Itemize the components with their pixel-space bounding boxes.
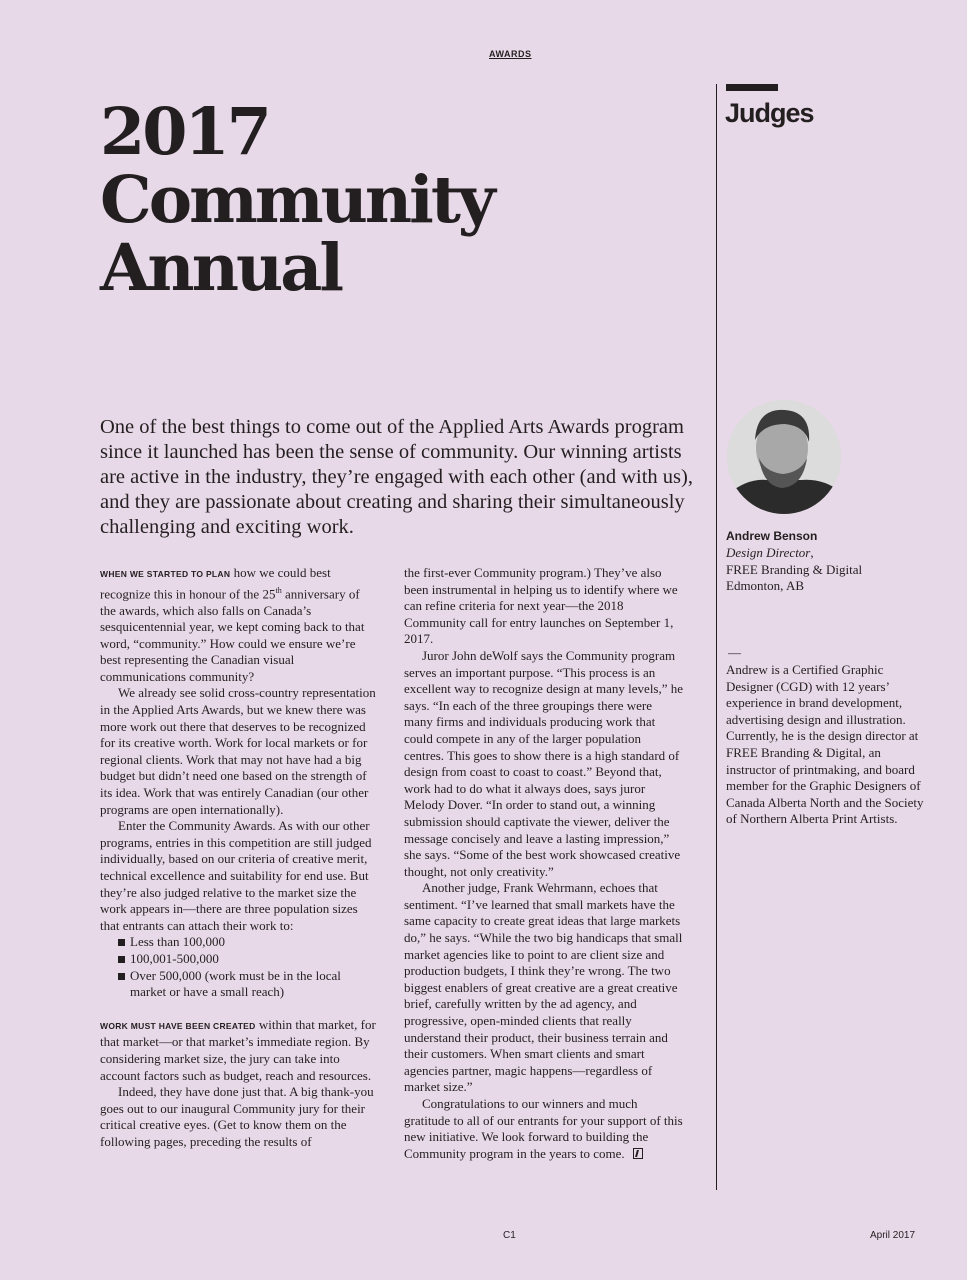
page-number: C1 [503,1230,516,1241]
paragraph: the first-ever Community program.) They’ve also been instrumental in helping us to identify where we can refine criteria for next year—the 2018 Community call for entry launches on September 1, 2017. [404,565,678,647]
paragraph [100,1017,378,1084]
section-label: AWARDS [489,49,532,59]
paragraph: We already see solid cross-country representation in the Applied Arts Awards, but we knew there was more work out there that deserves to be recognized for its creative worth. Work for local markets or for regional clients. Work that may not have had a big budget but didn’t need one based on the strength of its idea. Work that was entirely Canadian (our other programs are open internationally). [100,685,376,817]
heading-bar [726,84,778,91]
judge-company: FREE Branding & Digital [726,561,863,577]
article-column-1 [100,565,378,1151]
title-line-3: Annual [100,230,342,306]
title-line-1: 2017 [100,94,269,170]
lead-in: WHEN WE STARTED TO PLAN [100,569,231,579]
bio-divider: — [728,645,741,660]
judges-heading: Judges [725,98,814,128]
paragraph: Another judge, Frank Wehrmann, echoes that sentiment. “I’ve learned that small markets have the same capacity to create great ideas that large markets do,” he says. “While the two big handicaps that small market agencies like to point to are client size and production budgets, I think they’re wrong. The two biggest enablers of great creative are a great creative brief, carefully written by the ad agency, and progressive, open-minded clients that really understand their product, their business terrain and their customers. When smart clients and smart agencies partner, magic happens—regardless of market size.” [404,880,683,1095]
article-column-2 [404,565,684,1162]
paragraph: Indeed, they have done just that. A big thank-you goes out to our inaugural Community jury for their critical creative eyes. (Get to know them on the following pages, preceding the results of [100,1084,374,1149]
judge-location: Edmonton, AB [726,578,805,594]
page-title [100,94,660,306]
judge-role: Design Director [726,545,811,560]
text: how we could best recognize this in honour of the 25 [100,565,331,601]
judge-info [726,545,926,595]
portrait-icon [727,400,841,514]
paragraph: Juror John deWolf says the Community program serves an important purpose. “This process is an excellent way to recognize design at many levels,” he says. “In each of the three groupings there were many firms and individuals producing work that could compete in any of the larger population centres. This goes to show there is a high standard of design from coast to coast to coast.” Beyond that, work had to do what it always does, says juror Melody Dover. “In order to stand out, a winning submission should captivate the viewer, deliver the message concisely and leave a lasting impression,” she says. “Some of the best work showcased creative thought, not only creativity.” [404,647,684,879]
list-item: Less than 100,000 [118,934,378,951]
column-divider [716,84,717,1190]
text: within that market, for that market—or that market’s immediate region. By considering market size, the jury can take into account factors such as budget, reach and resources. [100,1016,376,1083]
lead-in: WORK MUST HAVE BEEN CREATED [100,1020,256,1031]
issue-date: April 2017 [870,1230,916,1241]
role-suffix: , [810,545,814,560]
list-item: 100,001-500,000 [118,951,378,968]
list-item: Over 500,000 (work must be in the local market or have a small reach) [118,968,378,1001]
intro-paragraph: One of the best things to come out of the Applied Arts Awards program since it launched has been the sense of community. Our winning artists are active in the industry, they’re engaged with each other (and with us), and they are passionate about creating and sharing their simultaneously challenging and exciting work. [100,416,693,538]
paragraph [100,565,378,685]
superscript: th [275,585,282,595]
title-line-2: Community [100,162,493,238]
judge-name: Andrew Benson [726,529,818,543]
judge-avatar [727,400,841,514]
text: Congratulations to our winners and much gratitude to all of our entrants for your support of this new initiative. We look forward to building the Community program in the years to come. [404,1096,683,1161]
paragraph [404,1096,684,1162]
population-list [118,934,378,1000]
end-mark-icon [633,1148,643,1159]
paragraph: Enter the Community Awards. As with our other programs, entries in this competition are still judged individually, based on our criteria of creative merit, technical excellence and suitability for end use. But they’re also judged relative to the market size the work appears in—there are three population sizes that entrants can attach their work to: [100,818,372,933]
judge-bio: Andrew is a Certified Graphic Designer (CGD) with 12 years’ experience in brand development, advertising design and illustration. Currently, he is the design director at FREE Branding & Digital, an instructor of printmaking, and board member for the Graphic Designers of Canada Alberta North and the Society of Northern Alberta Print Artists. [726,662,924,827]
text: anniversary of the awards, which also falls on Canada’s sesquicentennial year, we kept coming back to that word, “community.” How could we ensure we’re best representing the Canadian visual communications community? [100,585,365,684]
